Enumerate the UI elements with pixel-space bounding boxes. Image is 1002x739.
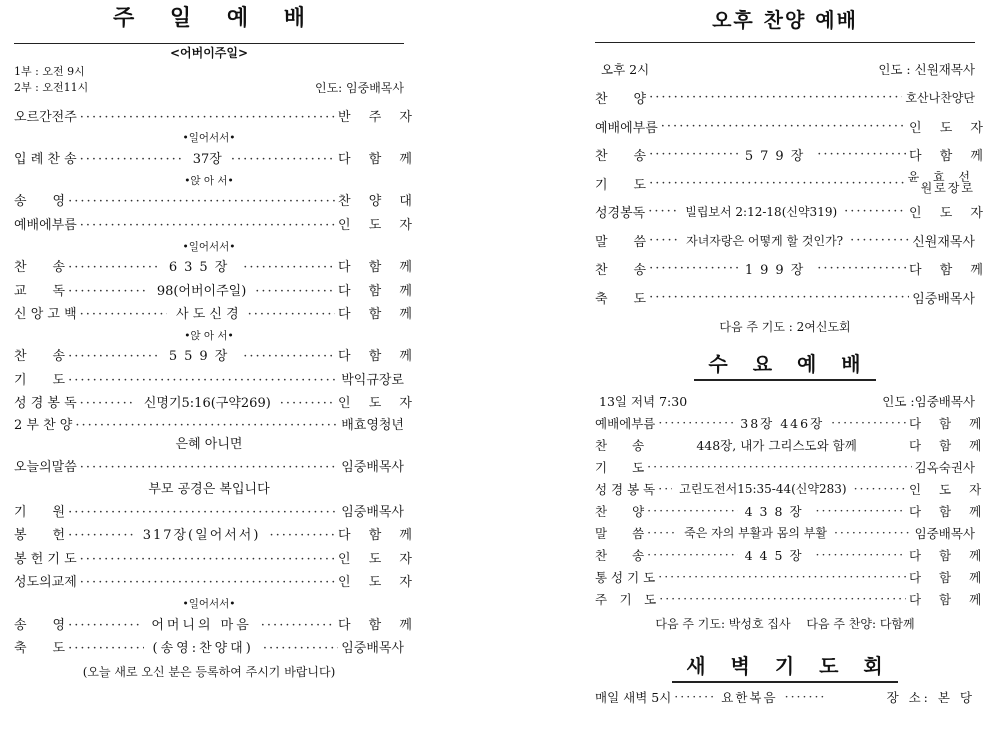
afternoon-title: 오후 찬양 예배 bbox=[712, 8, 858, 32]
item-scripture: 성 경 봉 독 ····· 신명기5:16(구약269) ····· 인 도 자 bbox=[14, 393, 404, 416]
sunday-time2-row bbox=[14, 80, 404, 98]
cue-stand2: •일어서서• bbox=[182, 240, 236, 253]
wednesday-next: 다음 주 기도: 박성호 집사 다음 주 찬양: 다함께 bbox=[655, 616, 915, 631]
wed-lords-prayer: 주 기 도 ····· 다 함 께 bbox=[595, 588, 975, 610]
item-entrance: 입 례 찬 송 ····· 37장 ····· 다 함 께 bbox=[14, 148, 404, 171]
sunday-leader: 인도: 임중배목사 bbox=[314, 81, 404, 95]
sunday-footer: (오늘 새로 오신 분은 등록하여 주시기 바랍니다) bbox=[82, 664, 336, 679]
item-offering: 봉 헌 ····· 317장(일어서서) ····· 다 함 께 bbox=[14, 525, 404, 548]
wed-united-prayer: 통 성 기 도 ····· 다 함 께 bbox=[595, 566, 975, 588]
wed-time-row: 13일 저녁 7:30 인도 :임중배목사 bbox=[599, 393, 975, 409]
cue-stand: •일어서서• bbox=[182, 132, 236, 145]
pm-hymn1: 찬 송 ····· 579장 ····· 다 함 께 bbox=[595, 141, 975, 170]
item-doxology: 송 영 ····· 어머니의 마음 ····· 다 함 께 bbox=[14, 614, 404, 637]
choir-song: 은혜 아니면 bbox=[175, 436, 243, 452]
pm-bless: 축 도 ····· 임중배목사 bbox=[595, 283, 975, 312]
sunday-column bbox=[14, 0, 419, 683]
item-hymn1: 찬 송 ····· 635장 ····· 다 함 께 bbox=[14, 257, 404, 280]
pm-praise: 찬 양 ····· 호산나찬양단 bbox=[595, 84, 975, 113]
item-prelude: 오르간전주 ····· 반 주 자 bbox=[14, 106, 404, 129]
wed-call: 예배에부름 ····· 38장 446장 ····· 다 함 께 bbox=[595, 412, 975, 434]
item-praise: 송 영 ····· 찬 양 대 bbox=[14, 191, 404, 214]
cue-stand3: •일어서서• bbox=[182, 597, 236, 610]
wed-prayer: 기 도 ····· 김옥숙권사 bbox=[595, 456, 975, 478]
cue-sit: •앉 아 서• bbox=[184, 174, 234, 187]
pm-sermon: 말 씀 ····· 자녀자랑은 어떻게 할 것인가? ····· 신원재목사 bbox=[595, 226, 975, 255]
sunday-time2: 2부 : 오전11시 bbox=[14, 81, 89, 94]
afternoon-next: 다음 주 기도 : 2여신도회 bbox=[719, 319, 851, 334]
wed-hymn1: 찬 송 448장, 내가 그리스도와 함께 다 함 께 bbox=[595, 437, 989, 453]
cue-sit2: •앉 아 서• bbox=[184, 329, 234, 342]
sunday-title: 주 일 예 배 bbox=[113, 6, 319, 31]
right-column bbox=[595, 0, 990, 708]
item-read: 교 독 ····· 98(어버이주일) ····· 다 함 께 bbox=[14, 280, 404, 303]
wed-praise: 찬 양 ····· 438장 ····· 다 함 께 bbox=[595, 500, 975, 522]
item-sermon: 오늘의말씀 ····· 임중배목사 bbox=[14, 456, 404, 479]
item-creed: 신 앙 고 백 ····· 사 도 신 경 ····· 다 함 께 bbox=[14, 303, 404, 326]
pm-scripture: 성경봉독 ····· 빌립보서 2:12-18(신약319) ····· 인 도 자 bbox=[595, 198, 975, 227]
afternoon-time-row: 오후 2시 인도 : 신원재목사 bbox=[601, 62, 975, 78]
sunday-subtitle: <어버이주일> bbox=[169, 46, 249, 60]
wednesday-title: 수 요 예 배 bbox=[694, 348, 875, 381]
item-call: 예배에부름 ····· 인 도 자 bbox=[14, 214, 404, 237]
sunday-time1: 1부 : 오전 9시 bbox=[14, 65, 85, 78]
item-bless: 축 도 ····· (송영:찬양대) ····· 임중배목사 bbox=[14, 637, 404, 660]
dawn-row: 매일 새벽 5시 ····· 요한복음 ····· 장 소: 본 당 bbox=[595, 686, 975, 708]
item-hymn2: 찬 송 ····· 559장 ····· 다 함 께 bbox=[14, 346, 404, 369]
wed-hymn2: 찬 송 ····· 445장 ····· 다 함 께 bbox=[595, 544, 975, 566]
item-pray2: 기 원 ····· 임중배목사 bbox=[14, 501, 404, 524]
wed-scripture: 성 경 봉 독 ····· 고린도전서15:35-44(신약283) ····· 인 도 자 bbox=[595, 478, 975, 500]
sermon-title: 부모 공경은 복입니다 bbox=[148, 482, 270, 498]
item-offering-prayer: 봉 헌 기 도 ····· 인 도 자 bbox=[14, 548, 404, 571]
wed-sermon: 말 씀 ····· 죽은 자의 부활과 몸의 부활 ····· 임중배목사 bbox=[595, 522, 975, 544]
item-prayer: 기 도 ····· 박익규장로 bbox=[14, 369, 404, 392]
pm-prayer-who: 윤 효 선 원로장로 bbox=[907, 170, 975, 196]
pm-hymn2: 찬 송 ····· 199장 ····· 다 함 께 bbox=[595, 255, 975, 284]
item-choir: 2 부 찬 양 ····· 배효영청년 bbox=[14, 416, 404, 436]
pm-call: 예배에부름 ····· 인 도 자 bbox=[595, 112, 975, 141]
pm-prayer: 기 도 ····· 윤 효 선 원로장로 bbox=[595, 169, 975, 198]
dawn-title: 새 벽 기 도 회 bbox=[672, 650, 897, 683]
item-fellowship: 성도의교제 ····· 인 도 자 bbox=[14, 571, 404, 594]
